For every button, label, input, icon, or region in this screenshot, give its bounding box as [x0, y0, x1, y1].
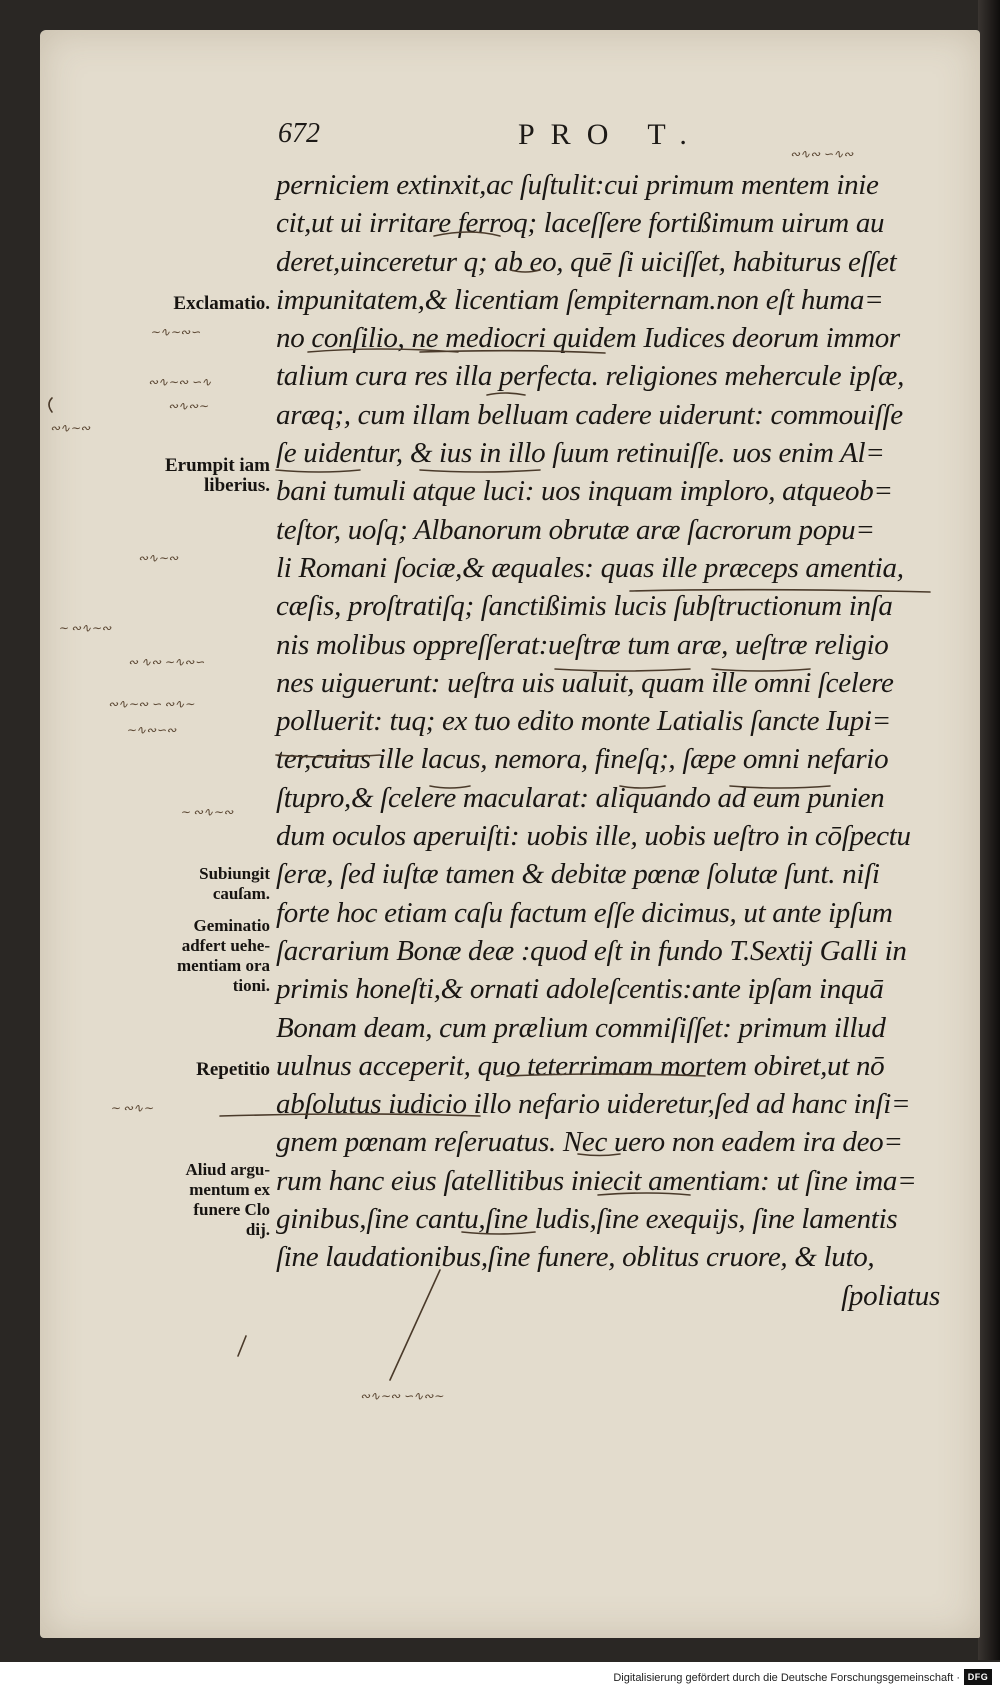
- text-line: rum hanc eius ſatellitibus iniecit amentiam: ut ſine ima=: [276, 1164, 917, 1197]
- page-number: 672: [278, 118, 320, 149]
- text-line: Bonam deam, cum prælium commiſiſſet: primum illud: [276, 1011, 886, 1044]
- text-line: ſine laudationibus,ſine funere, oblitus cruore, & luto,: [276, 1241, 875, 1274]
- text-line: forte hoc etiam caſu factum eſſe dicimus, ut ante ipſum: [276, 896, 893, 929]
- handwritten-scribble: ∾∿∾ ∽∿∾: [790, 147, 854, 161]
- text-line: ſe uidentur, & ius in illo ſuum retinuiſſe. uos enim Al=: [276, 437, 885, 470]
- text-line: uulnus acceperit, quo teterrimam mortem obiret,ut nō: [276, 1049, 885, 1082]
- text-line: aræq;, cum illam belluam cadere uiderunt: commouiſſe: [276, 398, 903, 431]
- text-line: li Romani ſociæ,& æquales: quas ille præceps amentia,: [276, 551, 904, 584]
- text-line: ſeræ, ſed iuſtæ tamen & debitæ pœnæ ſolutæ ſunt. niſi: [276, 858, 880, 891]
- text-line: ginibus,ſine cantu,ſine ludis,ſine exequijs, ſine lamentis: [276, 1203, 898, 1236]
- handwritten-scribble: ∼ ∾∿∼: [110, 1101, 154, 1115]
- text-line: abſolutus iudicio illo nefario uideretur,ſed ad hanc inſi=: [276, 1088, 911, 1121]
- page-header: [278, 118, 918, 158]
- handwritten-scribble: ∾∿∼∾: [50, 421, 91, 435]
- catchword: ſpoliatus: [841, 1279, 940, 1312]
- handwritten-scribble: ∾∿∼∾ ∽ ∾∿∼: [108, 697, 195, 711]
- text-line: ter,cuius ille lacus, nemora, fineſq;, ſæpe omni nefario: [276, 743, 889, 776]
- text-line: bani tumuli atque luci: uos inquam imploro, atqueob=: [276, 475, 893, 508]
- margin-note-geminatio: Geminatio adfert uehe- mentiam ora tioni.: [176, 916, 270, 995]
- text-line: no conſilio, ne mediocri quidem Iudices deorum immor: [276, 322, 900, 355]
- margin-note-aliud: Aliud argu- mentum ex funere Clo dij.: [185, 1160, 270, 1239]
- handwritten-scribble: ∼∿∾∽∾: [126, 723, 177, 737]
- handwritten-scribble: ∾∿∾∼: [168, 399, 209, 413]
- binding-gutter: [978, 0, 1000, 1660]
- text-line: cæſis, proſtratiſq; ſanctißimis lucis ſubſtructionum inſa: [276, 590, 893, 623]
- handwritten-scribble: ∼ ∾∿∼∾: [58, 621, 112, 635]
- handwritten-scribble: ∼∿∼∾∽: [150, 325, 201, 339]
- text-line: primis honeſti,& ornati adoleſcentis:ante ipſam inquā: [276, 973, 884, 1006]
- text-line: nes uiguerunt: ueſtra uis ualuit, quam ille omni ſcelere: [276, 666, 894, 699]
- margin-note-erumpit: Erumpit iam liberius.: [164, 455, 270, 496]
- running-head: PRO T.: [518, 118, 703, 151]
- handwritten-scribble: ∾∿∼∾ ∽∿∾∼: [360, 1389, 444, 1403]
- text-line: deret,uinceretur q; ab eo, quē ſi uiciſſet, habiturus eſſet: [276, 245, 897, 278]
- handwritten-scribble: ∾ ∿∾ ∼∿∾∽: [128, 655, 205, 669]
- margin-note-subiungit: Subiungit cauſam.: [199, 864, 270, 903]
- text-line: nis molibus oppreſſerat:ueſtræ tum aræ, ueſtræ religio: [276, 628, 889, 661]
- dfg-logo: DFG: [964, 1669, 992, 1685]
- text-line: teſtor, uoſq; Albanorum obrutæ aræ ſacrorum popu=: [276, 513, 875, 546]
- handwritten-scribble: ∾∿∼∾: [138, 551, 179, 565]
- text-line: dum oculos aperuiſti: uobis ille, uobis ueſtro in cōſpectu: [276, 820, 911, 853]
- body-text: [276, 166, 948, 1315]
- text-line: cit,ut ui irritare ferroq; laceſſere fortißimum uirum au: [276, 207, 885, 240]
- digitization-credit: Digitalisierung gefördert durch die Deutsche Forschungsgemeinschaft ·: [613, 1672, 960, 1684]
- margin-note-exclamatio: Exclamatio.: [173, 293, 270, 314]
- margin-note-repetitio: Repetitio: [196, 1059, 270, 1080]
- text-line: ſtupro,& ſcelere macularat: aliquando ad eum punien: [276, 781, 885, 814]
- text-line: impunitatem,& licentiam ſempiternam.non eſt huma=: [276, 283, 884, 316]
- text-line: polluerit: tuq; ex tuo edito monte Latialis ſancte Iupi=: [276, 705, 891, 738]
- text-line: ſacrarium Bonæ deæ :quod eſt in fundo T.Sextij Galli in: [276, 934, 907, 967]
- text-line: perniciem extinxit,ac ſuſtulit:cui primum mentem inie: [276, 169, 879, 201]
- text-line: talium cura res illa perfecta. religiones mehercule ipſæ,: [276, 360, 905, 393]
- handwritten-scribble: ∼ ∾∿∼∾: [180, 805, 234, 819]
- text-line: gnem pœnam reſeruatus. Nec uero non eadem ira deo=: [276, 1126, 903, 1159]
- handwritten-scribble: ∾∿∼∾ ∽∿: [148, 375, 212, 389]
